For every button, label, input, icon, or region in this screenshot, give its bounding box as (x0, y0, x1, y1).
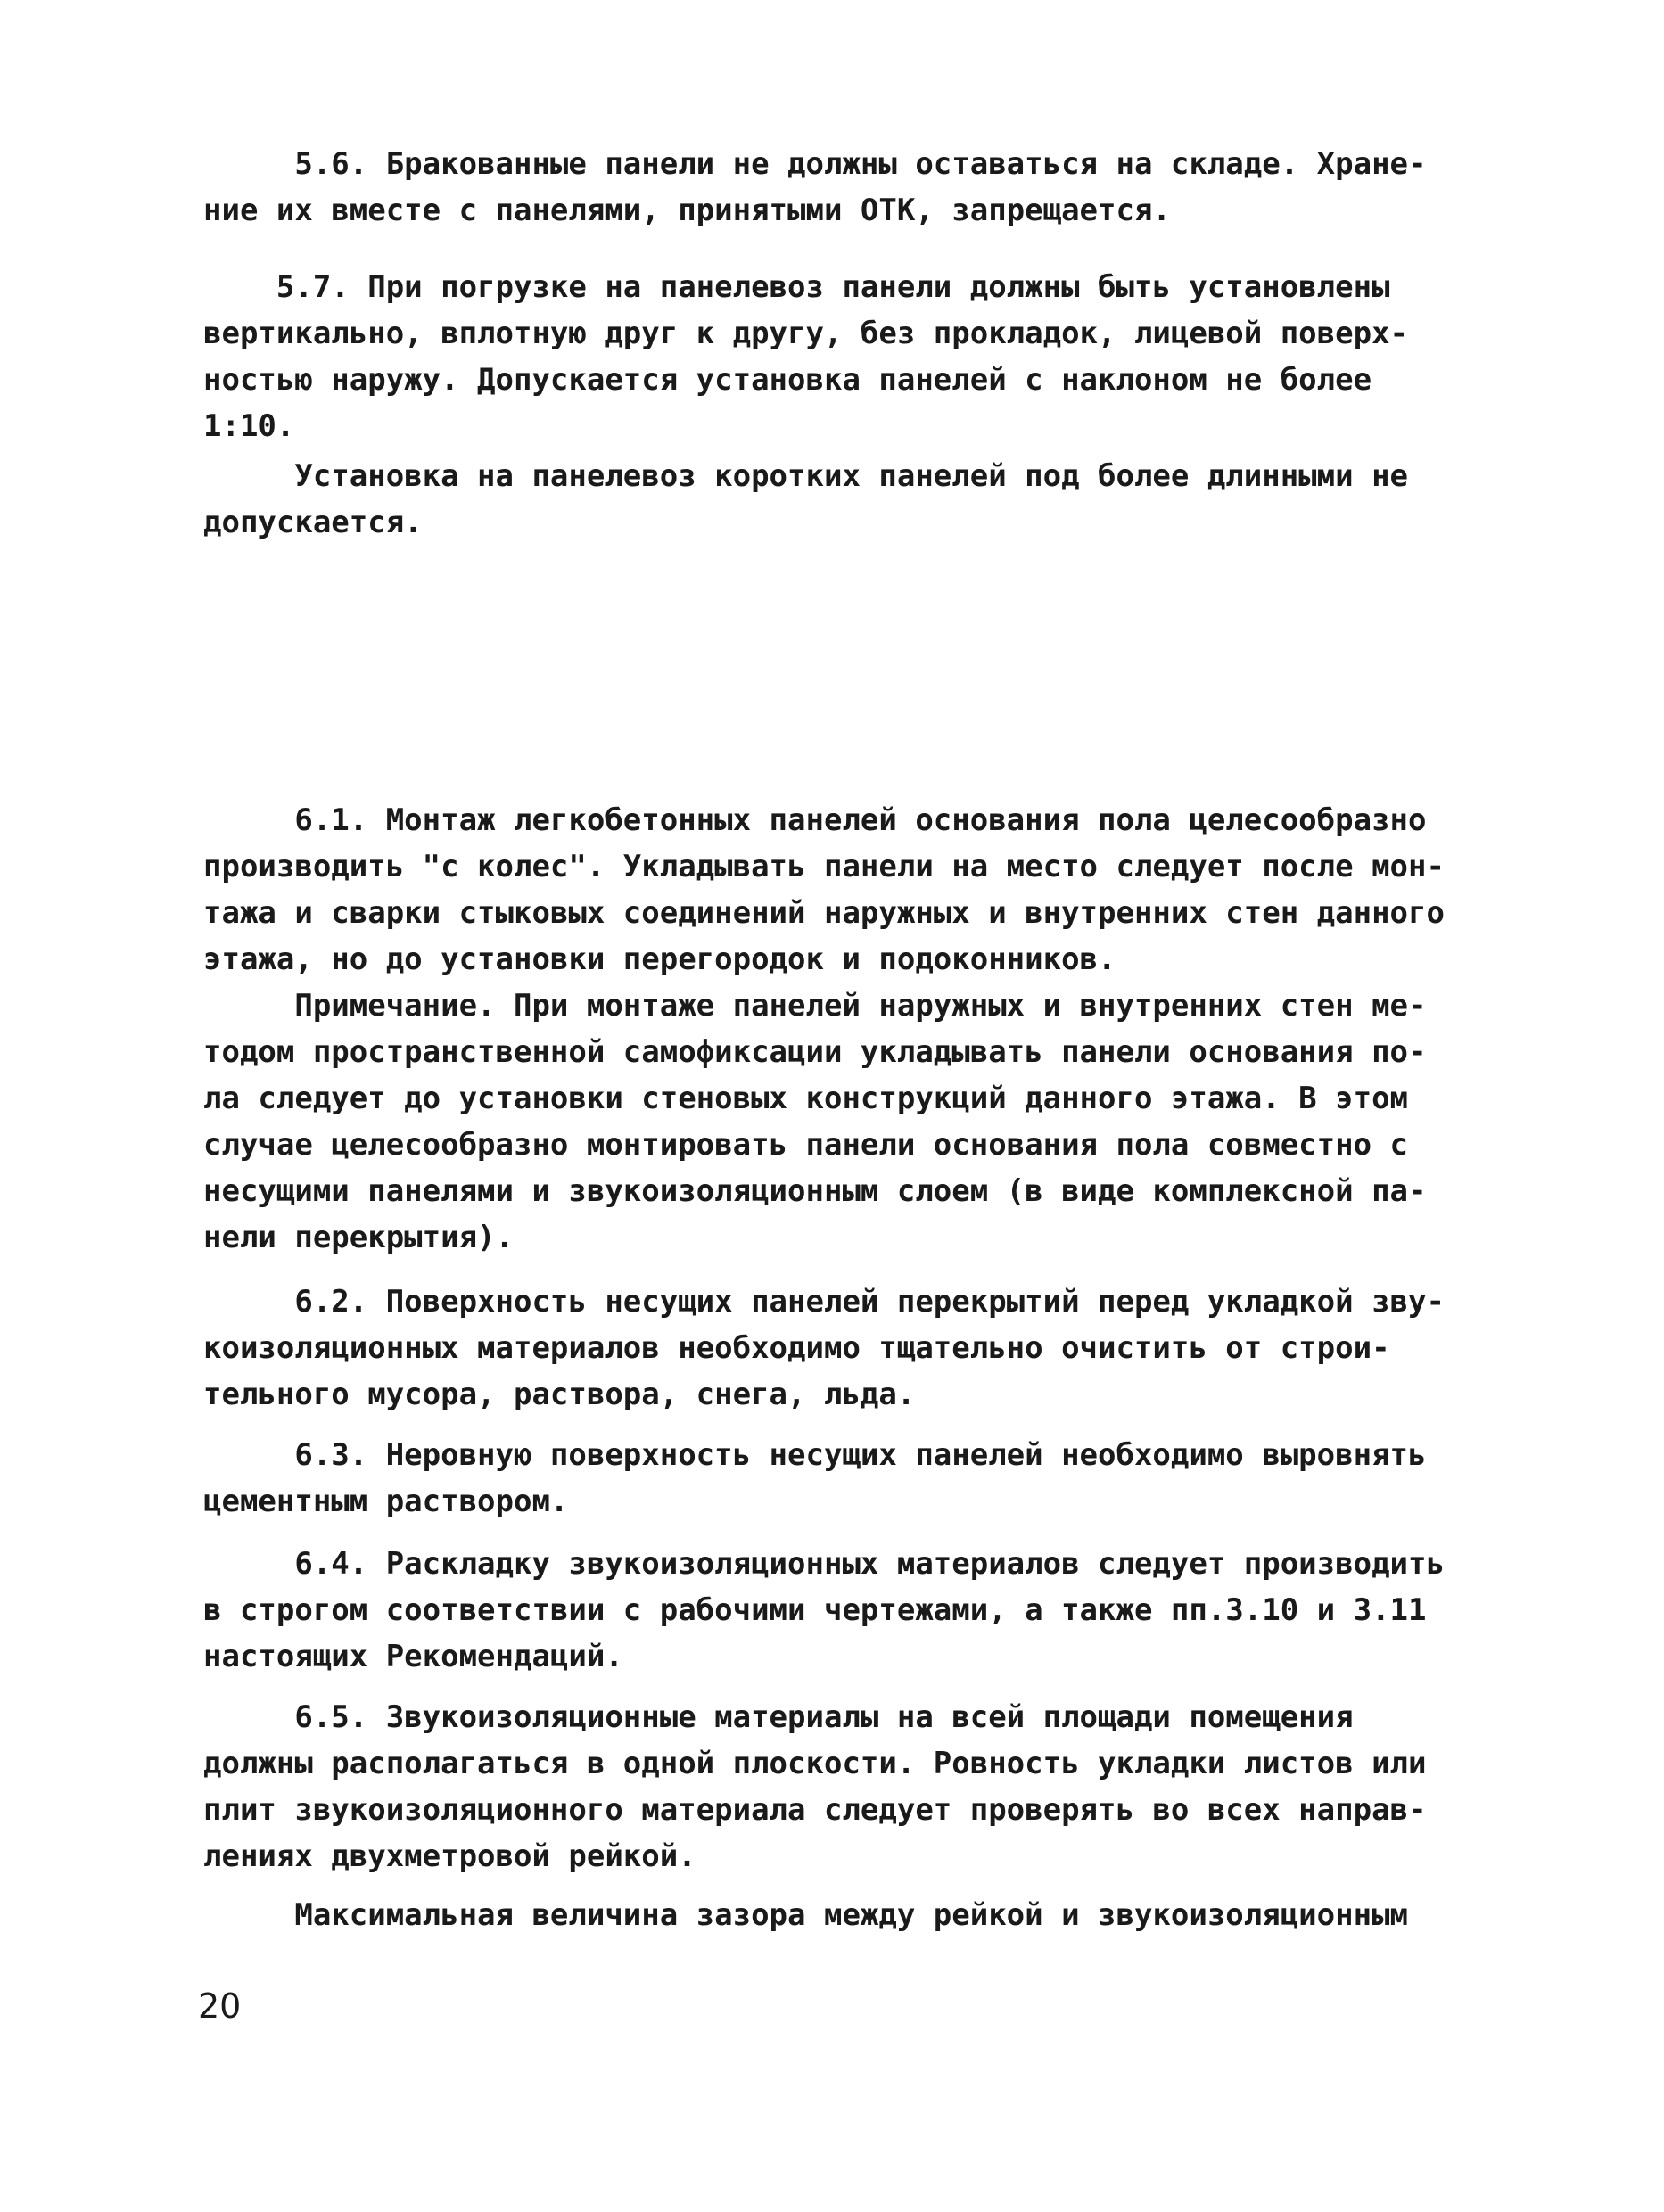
text-line: случае целесообразно монтировать панели основания пола совместно с (203, 1127, 1409, 1163)
text-line: 5.7. При погрузке на панелевоз панели должны быть установлены (203, 269, 1390, 305)
text-line: 6.4. Раскладку звукоизоляционных материалов следует производить (203, 1546, 1445, 1582)
text-line: допускается. (203, 505, 423, 540)
text-line: этажа, но до установки перегородок и подоконников. (203, 942, 1116, 977)
text-line: ностью наружу. Допускается установка панелей с наклоном не более (203, 362, 1372, 398)
text-line: 6.1. Монтаж легкобетонных панелей основания пола целесообразно (203, 802, 1427, 838)
text-line: тельного мусора, раствора, снега, льда. (203, 1377, 916, 1412)
text-line: коизоляционных материалов необходимо тщательно очистить от строи- (203, 1330, 1390, 1366)
text-line: плит звукоизоляционного материала следует проверять во всех направ- (203, 1792, 1427, 1828)
text-line: ние их вместе с панелями, принятыми ОТК, запрещается. (203, 193, 1171, 228)
text-line: в строгом соответствии с рабочими чертежами, а также пп.3.10 и 3.11 (203, 1592, 1427, 1628)
text-line: должны располагаться в одной плоскости. Ровность укладки листов или (203, 1746, 1427, 1781)
paragraph-6-4 (203, 1541, 1487, 1680)
text-line: цементным раствором. (203, 1484, 569, 1519)
text-line: 6.5. Звукоизоляционные материалы на всей площади помещения (203, 1699, 1354, 1735)
paragraph-5-7-continued (203, 453, 1487, 546)
text-line: 5.6. Бракованные панели не должны оставаться на складе. Хране- (203, 146, 1427, 182)
text-line: тодом пространственной самофиксации укладывать панели основания по- (203, 1034, 1427, 1070)
text-line: тажа и сварки стыковых соединений наружных и внутренних стен данного (203, 895, 1445, 931)
text-line: Примечание. При монтаже панелей наружных и внутренних стен ме- (203, 988, 1427, 1024)
text-line: ла следует до установки стеновых конструкций данного этажа. В этом (203, 1081, 1409, 1116)
text-line: настоящих Рекомендаций. (203, 1639, 623, 1674)
text-line: нели перекрытия). (203, 1220, 514, 1255)
text-line: вертикально, вплотную друг к другу, без прокладок, лицевой поверх- (203, 316, 1409, 351)
text-line: несущими панелями и звукоизоляционным слоем (в виде комплексной па- (203, 1173, 1427, 1209)
paragraph-6-3 (203, 1432, 1487, 1525)
text-line: лениях двухметровой рейкой. (203, 1838, 696, 1874)
paragraph-6-2 (203, 1279, 1487, 1418)
text-line: 6.3. Неровную поверхность несущих панелей необходимо выровнять (203, 1437, 1427, 1473)
text-line: производить "с колес". Укладывать панели на место следует после мон- (203, 849, 1445, 884)
paragraph-6-5 (203, 1694, 1487, 1879)
paragraph-6-1 (203, 797, 1487, 983)
paragraph-5-6 (203, 141, 1487, 234)
paragraph-6-5-continued (203, 1892, 1487, 1938)
text-line: 1:10. (203, 408, 295, 444)
text-line: 6.2. Поверхность несущих панелей перекрытий перед укладкой зву- (203, 1284, 1445, 1320)
note-paragraph (203, 983, 1487, 1261)
text-line: Максимальная величина зазора между рейкой и звукоизоляционным (203, 1897, 1409, 1933)
text-line: Установка на панелевоз коротких панелей под более длинными не (203, 458, 1409, 494)
page-number: 20 (198, 1986, 242, 2026)
paragraph-5-7 (203, 264, 1487, 449)
